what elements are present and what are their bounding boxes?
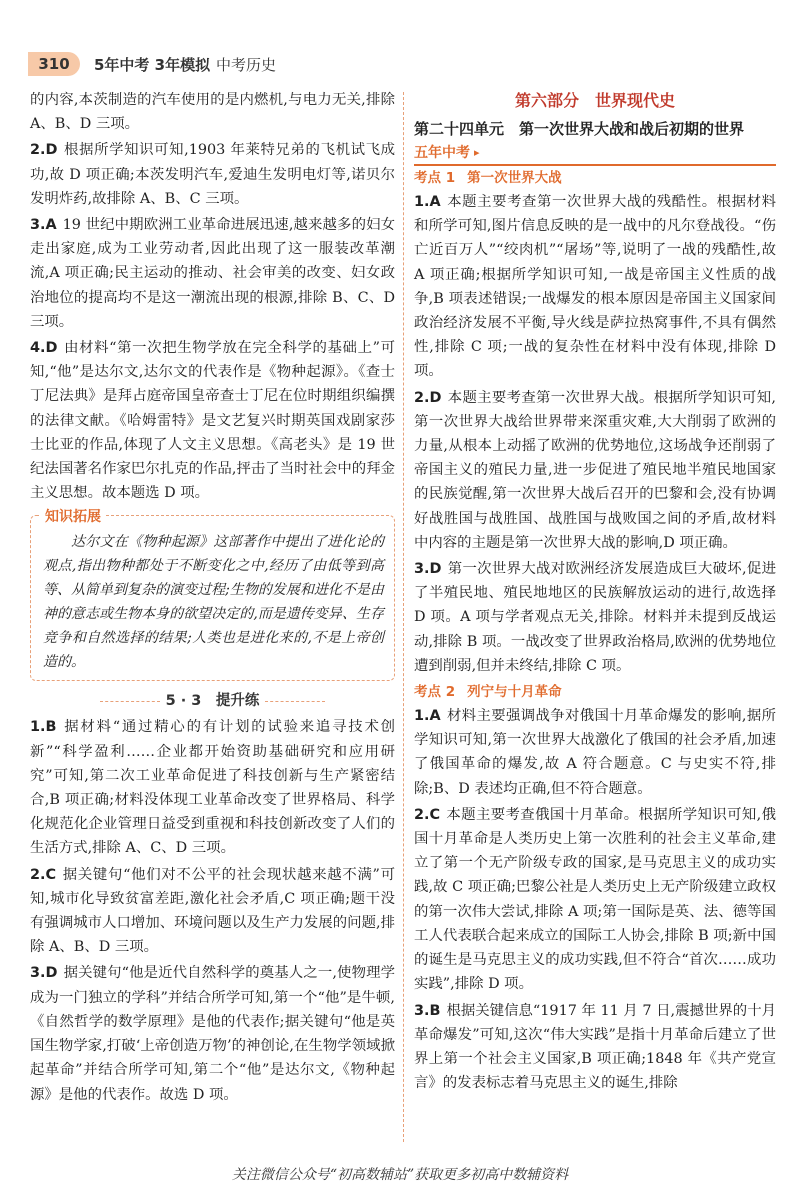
knowledge-expansion-box bbox=[30, 509, 395, 681]
topic-title: 第一次世界大战 bbox=[467, 170, 562, 186]
answer-number: 2.C bbox=[414, 806, 441, 823]
answer-item bbox=[414, 704, 776, 801]
divider-line bbox=[265, 701, 325, 702]
unit-title: 第二十四单元 第一次世界大战和战后初期的世界 bbox=[414, 120, 745, 138]
topic-title: 列宁与十月革命 bbox=[467, 684, 562, 701]
answer-text: 据关键句“他是近代自然科学的奠基人之一,使物理学成为一门独立的学科”并结合所学可知,第一个“他”是牛顿,《自然哲学的数学原理》是他的代表作;据关键句“他是英国生物学家,打破‘上帝创造万物’的神创论,在生物学领域掀起革命”并结合所学可知,第二个“他”是达尔文,《物种起源》是他的代表作。故选 D 项。 bbox=[30, 965, 395, 1103]
answer-text: 本题主要考查第一次世界大战。根据所学知识可知,第一次世界大战给世界带来深重灾难,大大削弱了欧洲的力量,从根本上动摇了欧洲的优势地位,这场战争还削弱了帝国主义的殖民力量,进一步促进了殖民地半殖民地国家的民族觉醒,第一次世界大战后召开的巴黎和会,没有协调好战胜国与战胜国、战胜国与战败国之间的矛盾,故材料中内容的主题是第一次世界大战的影响,D 项正确。 bbox=[414, 389, 776, 551]
column-divider bbox=[403, 92, 404, 1142]
answer-item bbox=[414, 190, 776, 384]
answer-text: 根据所学知识可知,1903 年莱特兄弟的飞机试飞成功,故 D 项正确;本茨发明汽车,爱迪生发明电灯等,诺贝尔发明炸药,故排除 A、B、C 三项。 bbox=[30, 142, 395, 207]
answer-number: 2.D bbox=[30, 142, 58, 159]
answer-item bbox=[414, 557, 776, 678]
answer-number: 1.A bbox=[414, 194, 441, 210]
answer-text: 的内容,本茨制造的汽车使用的是内燃机,与电力无关,排除 A、B、D 三项。 bbox=[30, 92, 395, 133]
answer-number: 2.D bbox=[414, 389, 442, 406]
answer-item bbox=[30, 715, 395, 860]
answer-item bbox=[30, 336, 395, 505]
page-header bbox=[0, 50, 800, 80]
topic-label: 考点 2 bbox=[414, 684, 456, 701]
topic-label: 考点 1 bbox=[414, 170, 456, 186]
answer-text: 本题主要考查俄国十月革命。根据所学知识可知,俄国十月革命是人类历史上第一次胜利的社会主义革命,建立了第一个无产阶级专政的国家,是马克思主义的成功实践,故 C 项正确;巴黎公社是人类历史上无产阶级建立政权的第一次伟大尝试,排除 A 项;第一国际是英、法、德等国工人代表联合起来成立的国际工人协会,排除 B 项;新中国的诞生是马克思主义的成功实践,但不符合“首次……成功实践”,排除 D 项。 bbox=[414, 806, 776, 993]
footer-watermark: 关注微信公众号“初高数辅站”获取更多初高中数辅资料 bbox=[231, 1167, 569, 1183]
answer-item bbox=[414, 386, 776, 555]
answer-number: 3.B bbox=[414, 1002, 441, 1019]
page-number: 310 bbox=[28, 52, 80, 76]
answer-text: 本题主要考查第一次世界大战的残酷性。根据材料和所学可知,图片信息反映的是一战中的凡尔登战役。“伤亡近百万人”“绞肉机”“屠场”等,说明了一战的残酷性,故 A 项正确;根据所学知识可知,一战是帝国主义性质的战争,B 项表述错误;一战爆发的根本原因是帝国主义国家间政治经济发展不平衡,导火线是萨拉热窝事件,不具有偶然性,排除 C 项;一战的复杂性在材料中没有体现,排除 D 项。 bbox=[414, 194, 776, 380]
answer-number: 2.C bbox=[30, 866, 57, 883]
right-column bbox=[414, 88, 776, 1097]
answer-item bbox=[414, 803, 776, 997]
knowledge-text: 达尔文在《物种起源》这部著作中提出了进化论的观点,指出物种都处于不断变化之中,经历了由低等到高等、从简单到复杂的演变过程;生物的发展和进化不是由神的意志或生物本身的欲望决定的,而是遗传变异、生存竞争和自然选择的结果;人类也是进化来的,不是上帝创造的。 bbox=[43, 534, 384, 671]
divider-line bbox=[100, 701, 160, 702]
triangle-icon: ▸ bbox=[474, 146, 480, 159]
section-heading bbox=[414, 142, 776, 166]
answer-number: 1.A bbox=[414, 708, 441, 725]
answer-item bbox=[30, 138, 395, 211]
answer-number: 3.A bbox=[30, 217, 57, 234]
topic-heading bbox=[414, 680, 776, 704]
topic-heading bbox=[414, 166, 776, 190]
answer-text: 19 世纪中期欧洲工业革命进展迅速,越来越多的妇女走出家庭,成为工业劳动者,因此出现了这一服装改革潮流,A 项正确;民主运动的推动、社会审美的改变、妇女政治地位的提高均不是这一潮流出现的根源,排除 B、C、D 三项。 bbox=[30, 217, 395, 330]
left-column bbox=[30, 88, 395, 1109]
practice-heading bbox=[30, 689, 395, 713]
answer-item bbox=[414, 999, 776, 1096]
section-title: 五年中考 bbox=[414, 145, 470, 161]
practice-title: 5 · 3 提升练 bbox=[165, 693, 260, 710]
answer-text: 据关键句“他们对不公平的社会现状越来越不满”可知,城市化导致贫富差距,激化社会矛盾,C 项正确;题干没有强调城市人口增加、环境问题以及生产力发展的问题,排除 A、B、D 三项。 bbox=[30, 866, 395, 956]
book-title: 5年中考 3年模拟 bbox=[94, 56, 211, 74]
answer-number: 1.B bbox=[30, 719, 57, 736]
answer-text: 第一次世界大战对欧洲经济发展造成巨大破坏,促进了半殖民地、殖民地地区的民族解放运动的进行,故选择 D 项。A 项与学者观点无关,排除。材料并未提到反战运动,排除 B 项。一战改变了世界政治格局,欧洲的优势地位遭到削弱,但并未终结,排除 C 项。 bbox=[414, 561, 776, 674]
answer-continuation bbox=[30, 88, 395, 136]
answer-item bbox=[30, 213, 395, 334]
answer-item bbox=[30, 961, 395, 1106]
answer-text: 由材料“第一次把生物学放在完全科学的基础上”可知,“他”是达尔文,达尔文的代表作是《物种起源》。《查士丁尼法典》是拜占庭帝国皇帝查士丁尼在位时期组织编撰的法律文献。《哈姆雷特》是文艺复兴时期英国戏剧家莎士比亚的作品,体现了人文主义思想。《高老头》是 19 世纪法国著名作家巴尔扎克的作品,抨击了当时社会中的拜金主义思想。故本题选 D 项。 bbox=[30, 340, 395, 502]
answer-item bbox=[30, 863, 395, 960]
part-title: 第六部分 世界现代史 bbox=[514, 91, 675, 110]
answer-text: 据材料“通过精心的有计划的试验来追寻技术创新”“科学盈利……企业都开始资助基础研究和应用研究”可知,第二次工业革命促进了科技创新与生产紧密结合,B 项正确;材料没体现工业革命改变了世界格局、科学化规范化企业管理日益受到重视和科技创新改变了人们的生活方式,排除 A、C、D 三项。 bbox=[30, 719, 395, 857]
book-subject: 中考历史 bbox=[216, 56, 277, 74]
answer-number: 3.D bbox=[414, 561, 442, 578]
answer-text: 根据关键信息“1917 年 11 月 7 日,震撼世界的十月革命爆发”可知,这次“伟大实践”是指十月革命后建立了世界上第一个社会主义国家,B 项正确;1848 年《共产党宣言》的发表标志着马克思主义的诞生,排除 bbox=[414, 1002, 776, 1092]
answer-text: 材料主要强调战争对俄国十月革命爆发的影响,据所学知识可知,第一次世界大战激化了俄国的社会矛盾,加速了俄国革命的爆发,故 A 符合题意。C 与史实不符,排除;B、D 表述均正确,但不符合题意。 bbox=[414, 708, 776, 797]
answer-number: 3.D bbox=[30, 965, 58, 982]
knowledge-label: 知识拓展 bbox=[41, 505, 105, 529]
answer-number: 4.D bbox=[30, 340, 58, 357]
